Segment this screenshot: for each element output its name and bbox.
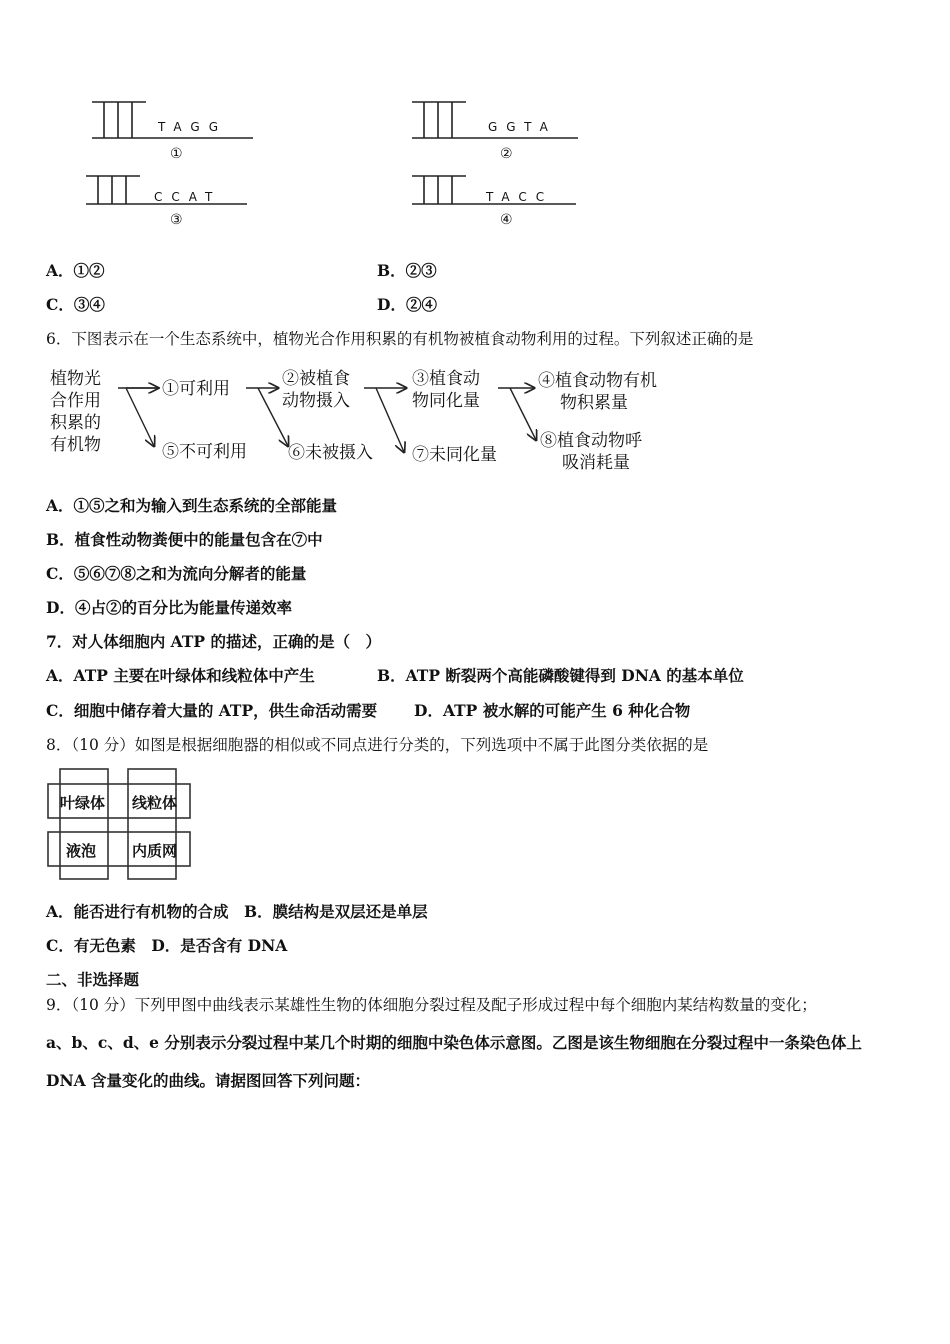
dna-sequence-label: TAGG: [158, 120, 227, 134]
q6-option-b: B．植食性动物粪便中的能量包含在⑦中: [46, 530, 323, 549]
dna-strand-figure-2: [408, 100, 588, 160]
q5-option-d: D．②④: [377, 295, 437, 314]
organelle-grid-lines: [46, 766, 196, 882]
flow-node-2-line: ②被植食: [282, 369, 350, 389]
q7-stem: 7．对人体细胞内 ATP 的描述，正确的是（ ）: [46, 632, 381, 651]
flow-node-8-line: 吸消耗量: [562, 453, 630, 473]
flow-node-3-line: ③植食动: [412, 369, 480, 389]
q5-option-b: B．②③: [377, 261, 437, 280]
organelle-grid-figure: [46, 766, 196, 882]
flow-node-3: [412, 368, 480, 412]
organelle-mitochondria: 线粒体: [132, 794, 178, 812]
q9-line-1: 9．（10 分）下列甲图中曲线表示某雄性生物的体细胞分裂过程及配子形成过程中每个细胞内某结构数量的变化；: [46, 996, 817, 1014]
q7-option-d: D．ATP 被水解的可能产生 6 种化合物: [414, 701, 691, 720]
flow-source-line: 植物光: [50, 369, 101, 389]
dna-strand-figure-1: [88, 100, 258, 160]
flow-node-5: ⑤不可利用: [162, 442, 247, 462]
q9-line-3: DNA 含量变化的曲线。请据图回答下列问题：: [46, 1071, 371, 1090]
flow-node-4: [538, 370, 657, 414]
organelle-chloroplast: 叶绿体: [60, 794, 106, 812]
flow-source-node: [50, 368, 101, 456]
q7-option-b: B．ATP 断裂两个高能磷酸键得到 DNA 的基本单位: [377, 666, 744, 685]
flow-node-4-line: 物积累量: [560, 393, 628, 413]
dna-figure-group: [78, 96, 588, 236]
flow-source-line: 有机物: [50, 435, 101, 455]
flow-node-6: ⑥未被摄入: [288, 443, 373, 463]
q5-option-c: C．③④: [46, 295, 105, 314]
flow-node-7: ⑦未同化量: [412, 445, 497, 465]
dna-strand-figure-4: [408, 174, 588, 234]
section-heading: 二、非选择题: [46, 970, 140, 989]
flow-node-8: [540, 430, 642, 474]
q8-stem: 8．（10 分）如图是根据细胞器的相似或不同点进行分类的，下列选项中不属于此图分类依据的是: [46, 736, 709, 754]
flow-node-8-line: ⑧植食动物呼: [540, 431, 642, 451]
q9-line-2: a、b、c、d、e 分别表示分裂过程中某几个时期的细胞中染色体示意图。乙图是该生物细胞在分裂过程中一条染色体上: [46, 1033, 862, 1052]
q6-option-d: D．④占②的百分比为能量传递效率: [46, 598, 292, 617]
q6-stem: 6．下图表示在一个生态系统中，植物光合作用积累的有机物被植食动物利用的过程。下列叙述正确的是: [46, 330, 754, 348]
dna-sequence-label: TACC: [486, 190, 554, 204]
dna-sequence-label: CCAT: [154, 190, 222, 204]
q8-options-cd: C．有无色素 D．是否含有 DNA: [46, 936, 288, 955]
dna-strand-figure-3: [82, 174, 252, 234]
q7-option-a: A．ATP 主要在叶绿体和线粒体中产生: [46, 666, 315, 685]
figure-number: ②: [500, 146, 513, 162]
flow-node-4-line: ④植食动物有机: [538, 371, 657, 391]
organelle-er: 内质网: [132, 842, 178, 860]
flow-node-1: ①可利用: [162, 379, 230, 399]
dna-sequence-label: GGTA: [488, 120, 557, 134]
flow-source-line: 合作用: [50, 391, 101, 411]
q6-option-c: C．⑤⑥⑦⑧之和为流向分解者的能量: [46, 564, 307, 583]
q6-option-a: A．①⑤之和为输入到生态系统的全部能量: [46, 496, 338, 515]
q8-options-ab: A．能否进行有机物的合成 B．膜结构是双层还是单层: [46, 902, 428, 921]
organelle-vacuole: 液泡: [66, 842, 97, 860]
q7-option-c: C．细胞中储存着大量的 ATP，供生命活动需要: [46, 701, 378, 720]
figure-number: ③: [170, 212, 183, 228]
energy-flow-diagram: [50, 366, 690, 478]
flow-node-2: [282, 368, 350, 412]
flow-source-line: 积累的: [50, 413, 101, 433]
flow-node-3-line: 物同化量: [412, 391, 480, 411]
figure-number: ①: [170, 146, 183, 162]
flow-node-2-line: 动物摄入: [282, 391, 350, 411]
q5-option-a: A．①②: [46, 261, 105, 280]
figure-number: ④: [500, 212, 513, 228]
